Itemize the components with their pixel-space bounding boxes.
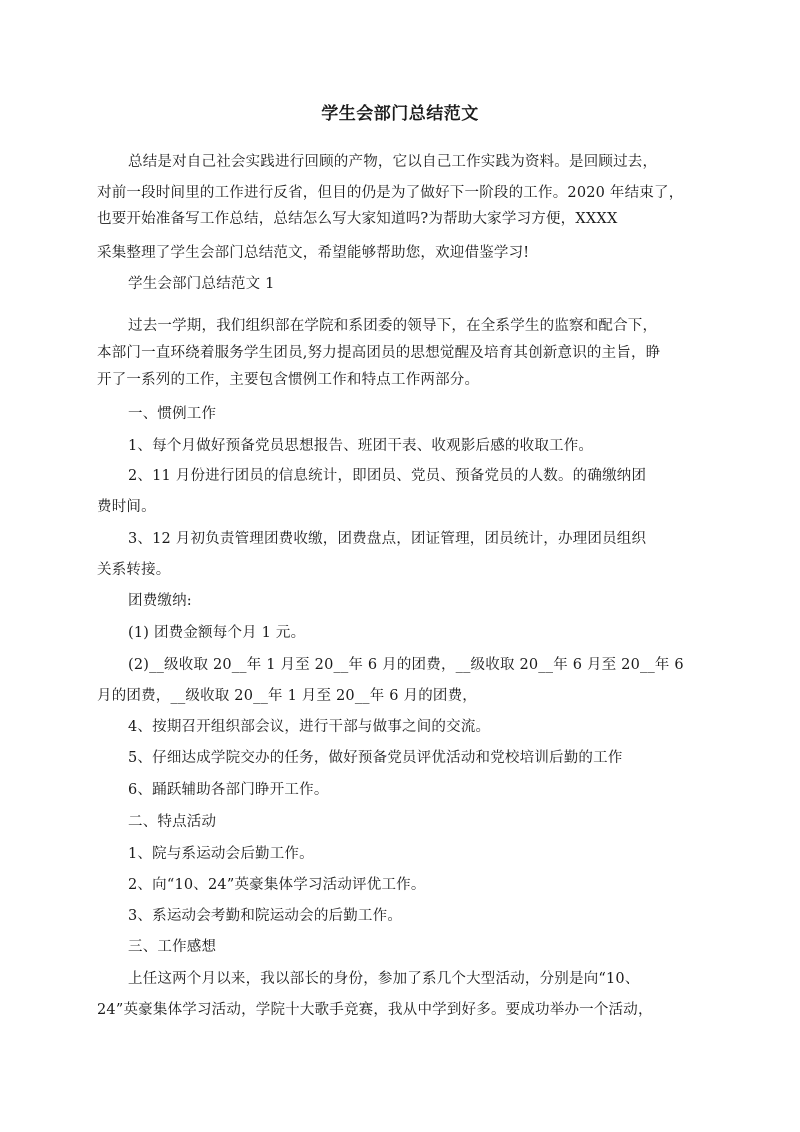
intro-line-4: 采集整理了学生会部门总结范文，希望能够帮助您，欢迎借鉴学习! [97, 245, 530, 261]
special-item-3: 3、系运动会考勤和院运动会的后勤工作。 [128, 908, 403, 924]
item-2-line-1: 2、11 月份进行团员的信息统计，即团员、党员、预备党员的人数。的确缴纳团 [128, 468, 647, 484]
special-item-2: 2、向“10、24”英豪集体学习活动评优工作。 [128, 877, 426, 893]
item-5: 5、仔细达成学院交办的任务，做好预备党员评优活动和党校培训后勤的工作 [128, 750, 623, 766]
para2-line-2: 24”英豪集体学习活动，学院十大歌手竞赛，我从中学到好多。要成功举办一个活动， [97, 1002, 653, 1018]
intro-line-1: 总结是对自己社会实践进行回顾的产物，它以自己工作实践为资料。是回顾过去， [128, 154, 658, 170]
fee-2-line-1: (2)__级收取 20__年 1 月至 20__年 6 月的团费，__级收取 20__年 6 月至 20__年 6 [128, 657, 684, 673]
para1-line-3: 开了一系列的工作，主要包含惯例工作和特点工作两部分。 [97, 372, 480, 388]
page-title: 学生会部门总结范文 [321, 104, 479, 124]
special-item-1: 1、院与系运动会后勤工作。 [128, 846, 314, 862]
item-4: 4、按期召开组织部会议，进行干部与做事之间的交流。 [128, 719, 491, 735]
intro-line-3: 也要开始准备写工作总结，总结怎么写大家知道吗?为帮助大家学习方便，XXXX [97, 211, 618, 227]
heading-work-reflections: 三、工作感想 [128, 939, 217, 955]
item-3-line-2: 关系转接。 [97, 562, 171, 578]
fee-2-line-2: 月的团费，__级收取 20__年 1 月至 20__年 6 月的团费， [97, 688, 478, 704]
item-6: 6、踊跃辅助各部门睁开工作。 [128, 782, 329, 798]
heading-routine-work: 一、惯例工作 [128, 406, 217, 422]
section-heading: 学生会部门总结范文 1 [128, 276, 275, 292]
fee-heading: 团费缴纳: [128, 593, 192, 609]
para2-line-1: 上任这两个月以来，我以部长的身份，参加了系几个大型活动，分别是向“10、 [128, 971, 640, 987]
heading-special-activities: 二、特点活动 [128, 814, 217, 830]
intro-line-2: 对前一段时间里的工作进行反省，但目的仍是为了做好下一阶段的工作。2020 年结束了， [97, 185, 684, 201]
item-3-line-1: 3、12 月初负责管理团费收缴，团费盘点，团证管理，团员统计，办理团员组织 [128, 531, 647, 547]
para1-line-2: 本部门一直环绕着服务学生团员,努力提高团员的思想觉醒及培育其创新意识的主旨，睁 [97, 345, 661, 361]
item-1: 1、每个月做好预备党员思想报告、班团干表、收观影后感的收取工作。 [128, 438, 594, 454]
para1-line-1: 过去一学期，我们组织部在学院和系团委的领导下，在全系学生的监察和配合下， [128, 318, 658, 334]
item-2-line-2: 费时间。 [97, 499, 156, 515]
fee-1: (1) 团费金额每个月 1 元。 [128, 625, 306, 641]
